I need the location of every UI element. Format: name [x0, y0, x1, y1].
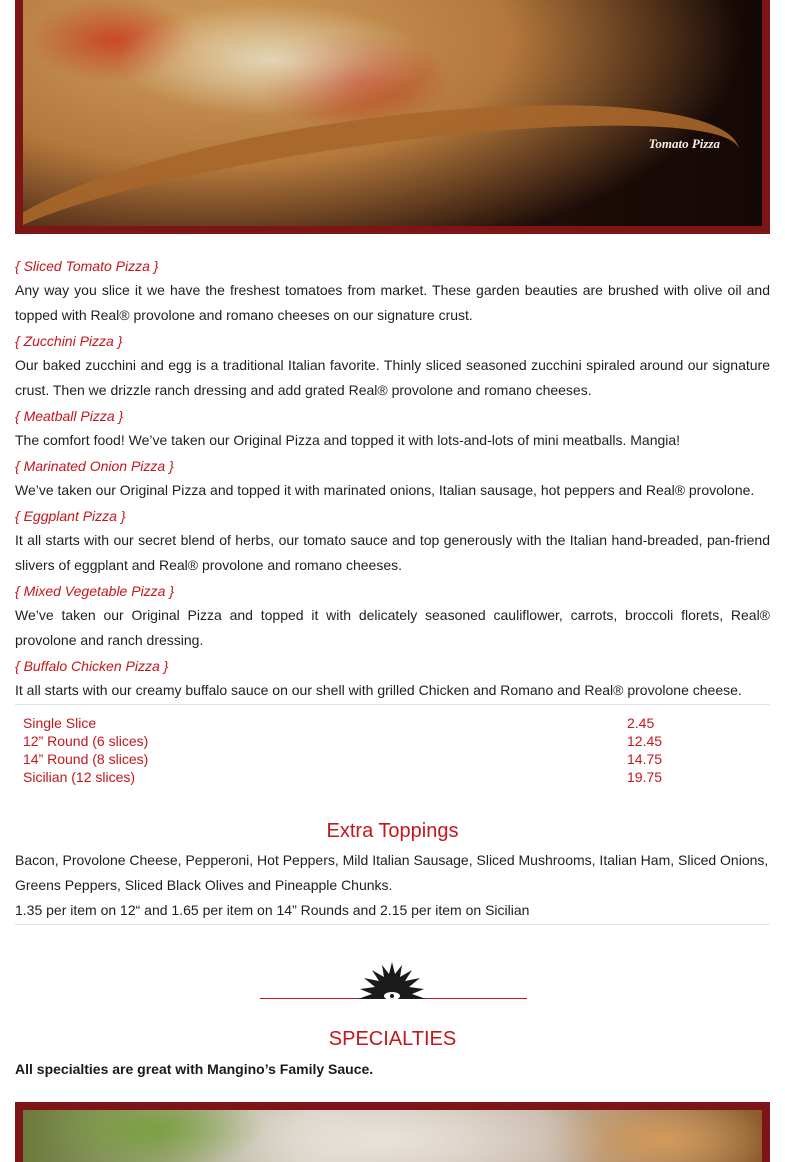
item-title-zucchini: { Zucchini Pizza }: [15, 333, 123, 349]
item-desc-mixed-vegetable: We’ve taken our Original Pizza and topped it with delicately seasoned cauliflower, carrots, broccoli florets, Real® provolone and ranch dressing.: [15, 607, 770, 648]
item-title-sliced-tomato: { Sliced Tomato Pizza }: [15, 258, 159, 274]
price-table: [15, 704, 770, 785]
item-desc-marinated-onion: We’ve taken our Original Pizza and topped it with marinated onions, Italian sausage, hot peppers and Real® provolone.: [15, 482, 755, 498]
item-title-meatball: { Meatball Pizza }: [15, 408, 124, 424]
specialties-photo: [23, 1110, 762, 1162]
price-value: 2.45: [627, 715, 655, 731]
tomato-pizza-photo: [23, 0, 762, 226]
section-divider: [15, 924, 770, 925]
item-desc-meatball: The comfort food! We’ve taken our Original Pizza and topped it with lots-and-lots of mini meatballs. Mangia!: [15, 432, 681, 448]
price-size: 12” Round (6 slices): [23, 733, 149, 749]
price-row: [23, 733, 763, 751]
specialties-heading: SPECIALTIES: [328, 1028, 457, 1050]
hero-photo-frame: [15, 0, 770, 234]
extra-toppings-list: Bacon, Provolone Cheese, Pepperoni, Hot Peppers, Mild Italian Sausage, Sliced Mushrooms, Italian Ham, Sliced Onions, Greens Peppers, Sliced Black Olives and Pineapple Chunks.: [15, 852, 769, 893]
price-size: 14” Round (8 slices): [23, 751, 149, 767]
specialties-note: All specialties are great with Mangino’s Family Sauce.: [15, 1061, 374, 1077]
price-row: [23, 751, 763, 769]
item-title-buffalo-chicken: { Buffalo Chicken Pizza }: [15, 658, 169, 674]
item-title-marinated-onion: { Marinated Onion Pizza }: [15, 458, 174, 474]
price-row: [23, 715, 763, 733]
extra-toppings-heading: Extra Toppings: [326, 820, 459, 842]
price-size: Sicilian (12 slices): [23, 769, 136, 785]
price-value: 12.45: [627, 733, 663, 749]
item-desc-buffalo-chicken: It all starts with our creamy buffalo sauce on our shell with grilled Chicken and Romano and Real® provolone cheese.: [15, 682, 742, 698]
price-row: [23, 769, 763, 787]
item-title-mixed-vegetable: { Mixed Vegetable Pizza }: [15, 583, 175, 599]
price-size: Single Slice: [23, 715, 97, 731]
extra-toppings-pricing: 1.35 per item on 12“ and 1.65 per item on 14” Rounds and 2.15 per item on Sicilian: [15, 902, 530, 918]
specialties-photo-frame: [15, 1102, 770, 1162]
item-desc-sliced-tomato: Any way you slice it we have the freshest tomatoes from market. These garden beauties are brushed with olive oil and topped with Real® provolone and romano cheeses on our signature crust.: [15, 282, 770, 323]
price-value: 19.75: [627, 769, 663, 785]
photo-caption: Tomato Pizza: [648, 136, 720, 151]
item-desc-eggplant: It all starts with our secret blend of herbs, our tomato sauce and top generously with the Italian hand-breaded, pan-friend slivers of eggplant and Real® provolone and romano cheeses.: [15, 532, 770, 573]
item-desc-zucchini: Our baked zucchini and egg is a traditional Italian favorite. Thinly sliced seasoned zucchini spiraled around our signature crust. Then we drizzle ranch dressing and add grated Real® provolone and romano cheeses.: [15, 357, 770, 398]
price-value: 14.75: [627, 751, 663, 767]
manginos-emblem-icon: [356, 962, 428, 999]
item-title-eggplant: { Eggplant Pizza }: [15, 508, 126, 524]
pizza-crust: [23, 68, 751, 226]
